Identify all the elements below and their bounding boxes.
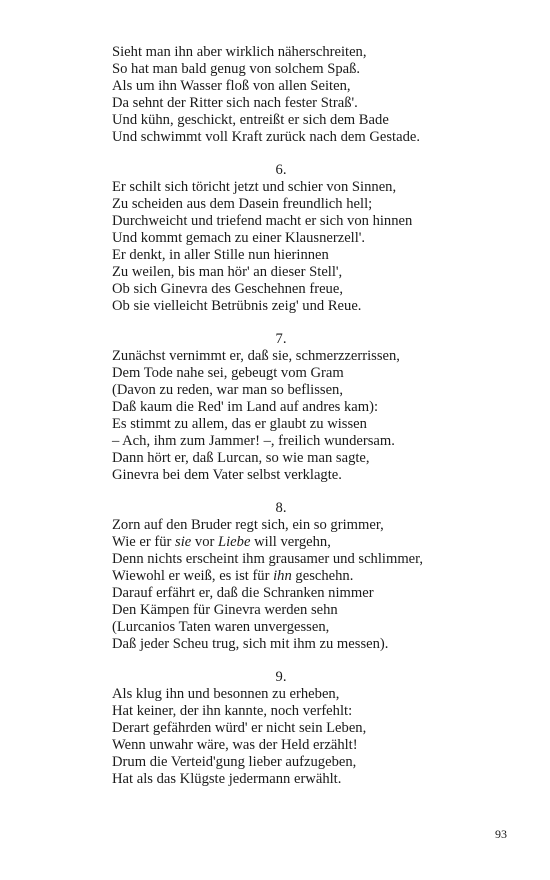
verse-line (112, 771, 512, 788)
verse-line (112, 517, 512, 534)
verse-text: Dann hört er, daß Lurcan, so wie man sagte, (112, 449, 370, 466)
verse-text: Als klug ihn und besonnen zu erheben, (112, 686, 340, 703)
verse-line (112, 196, 512, 213)
verse-text: Darauf erfährt er, daß die Schranken nimmer (112, 584, 374, 601)
verse-text: Zu weilen, bis man hör' an dieser Stell', (112, 263, 343, 280)
verse-line (112, 281, 512, 298)
verse-line (112, 399, 512, 416)
stanza (112, 669, 512, 787)
emphasized-word: ihn (273, 568, 292, 585)
verse-line (112, 95, 512, 112)
verse-text: Als um ihn Wasser floß von allen Seiten, (112, 77, 351, 94)
verse-text: (Davon zu reden, war man so beflissen, (112, 382, 343, 399)
stanza-number: 9. (275, 669, 287, 686)
verse-text: Daß jeder Scheu trug, sich mit ihm zu messen). (112, 635, 389, 652)
verse-line (112, 585, 512, 602)
verse-line (112, 416, 512, 433)
verse-line (112, 78, 512, 95)
verse-text: Und kommt gemach zu einer Klausnerzell'. (112, 229, 366, 246)
stanza (112, 44, 512, 145)
verse-line (112, 44, 512, 61)
stanza-number: 7. (275, 331, 287, 348)
verse-line (112, 568, 512, 585)
verse-text: Den Kämpen für Ginevra werden sehn (112, 601, 338, 618)
verse-text: Durchweicht und triefend macht er sich von hinnen (112, 213, 413, 230)
verse-line (112, 129, 512, 146)
verse-text: Wiewohl er weiß, es ist für (112, 568, 274, 585)
verse-line (112, 382, 512, 399)
verse-text: – Ach, ihm zum Jammer! –, freilich wundersam. (112, 432, 395, 449)
verse-line (112, 230, 512, 247)
verse-line (112, 433, 512, 450)
stanza-number: 8. (275, 500, 287, 517)
verse-text: Sieht man ihn aber wirklich näherschreiten, (112, 44, 367, 60)
verse-line (112, 179, 512, 196)
verse-line (112, 365, 512, 382)
verse-text: vor (191, 534, 219, 551)
verse-line (112, 61, 512, 78)
verse-line (112, 467, 512, 484)
page-number: 93 (495, 827, 507, 841)
verse-text: Und schwimmt voll Kraft zurück nach dem Gestade. (112, 128, 421, 145)
verse-line (112, 298, 512, 315)
verse-line (112, 686, 512, 703)
verse-text: Und kühn, geschickt, entreißt er sich dem Bade (112, 111, 389, 128)
verse-text: geschehn. (291, 568, 354, 585)
verse-text: Ginevra bei dem Vater selbst verklagte. (112, 466, 342, 483)
verse-text: Er schilt sich töricht jetzt und schier von Sinnen, (112, 179, 397, 196)
verse-text: Derart gefährden würd' er nicht sein Leben, (112, 720, 367, 737)
verse-line (112, 720, 512, 737)
verse-text: Denn nichts erscheint ihm grausamer und schlimmer, (112, 551, 424, 568)
verse-line (112, 264, 512, 281)
verse-text: Drum die Verteid'gung lieber aufzugeben, (112, 754, 357, 770)
verse-line (112, 551, 512, 568)
verse-line (112, 534, 512, 551)
verse-text: Ob sie vielleicht Betrübnis zeig' und Reue. (112, 297, 362, 314)
verse-text: Ob sich Ginevra des Geschehnen freue, (112, 280, 343, 297)
verse-line (112, 602, 512, 619)
poem-text (112, 44, 512, 788)
stanza-number: 6. (275, 162, 287, 179)
verse-text: Wenn unwahr wäre, was der Held erzählt! (112, 737, 358, 754)
verse-line (112, 213, 512, 230)
verse-line (112, 348, 512, 365)
emphasized-word: Liebe (218, 534, 251, 551)
verse-line (112, 703, 512, 720)
verse-line (112, 247, 512, 264)
verse-line (112, 112, 512, 129)
stanza (112, 500, 512, 652)
verse-text: Zu scheiden aus dem Dasein freundlich hell; (112, 196, 373, 213)
stanza (112, 331, 512, 483)
verse-line (112, 754, 512, 771)
verse-text: Hat als das Klügste jedermann erwählt. (112, 770, 342, 787)
emphasized-word: sie (175, 534, 192, 551)
verse-line (112, 450, 512, 467)
verse-text: Es stimmt zu allem, das er glaubt zu wissen (112, 415, 367, 432)
verse-text: Er denkt, in aller Stille nun hierinnen (112, 246, 329, 263)
verse-text: Zunächst vernimmt er, daß sie, schmerzzerrissen, (112, 348, 400, 365)
verse-line (112, 619, 512, 636)
verse-line (112, 636, 512, 653)
verse-text: Dem Tode nahe sei, gebeugt vom Gram (112, 365, 344, 382)
verse-text: Daß kaum die Red' im Land auf andres kam): (112, 399, 379, 415)
verse-text: Da sehnt der Ritter sich nach fester Straß'. (112, 94, 358, 111)
verse-text: Hat keiner, der ihn kannte, noch verfehlt: (112, 703, 353, 720)
verse-text: will vergehn, (250, 534, 331, 551)
verse-text: (Lurcanios Taten waren unvergessen, (112, 618, 330, 635)
verse-text: Wie er für (112, 534, 176, 551)
verse-line (112, 737, 512, 754)
stanza (112, 162, 512, 314)
verse-text: So hat man bald genug von solchem Spaß. (112, 60, 361, 77)
verse-text: Zorn auf den Bruder regt sich, ein so grimmer, (112, 517, 384, 534)
